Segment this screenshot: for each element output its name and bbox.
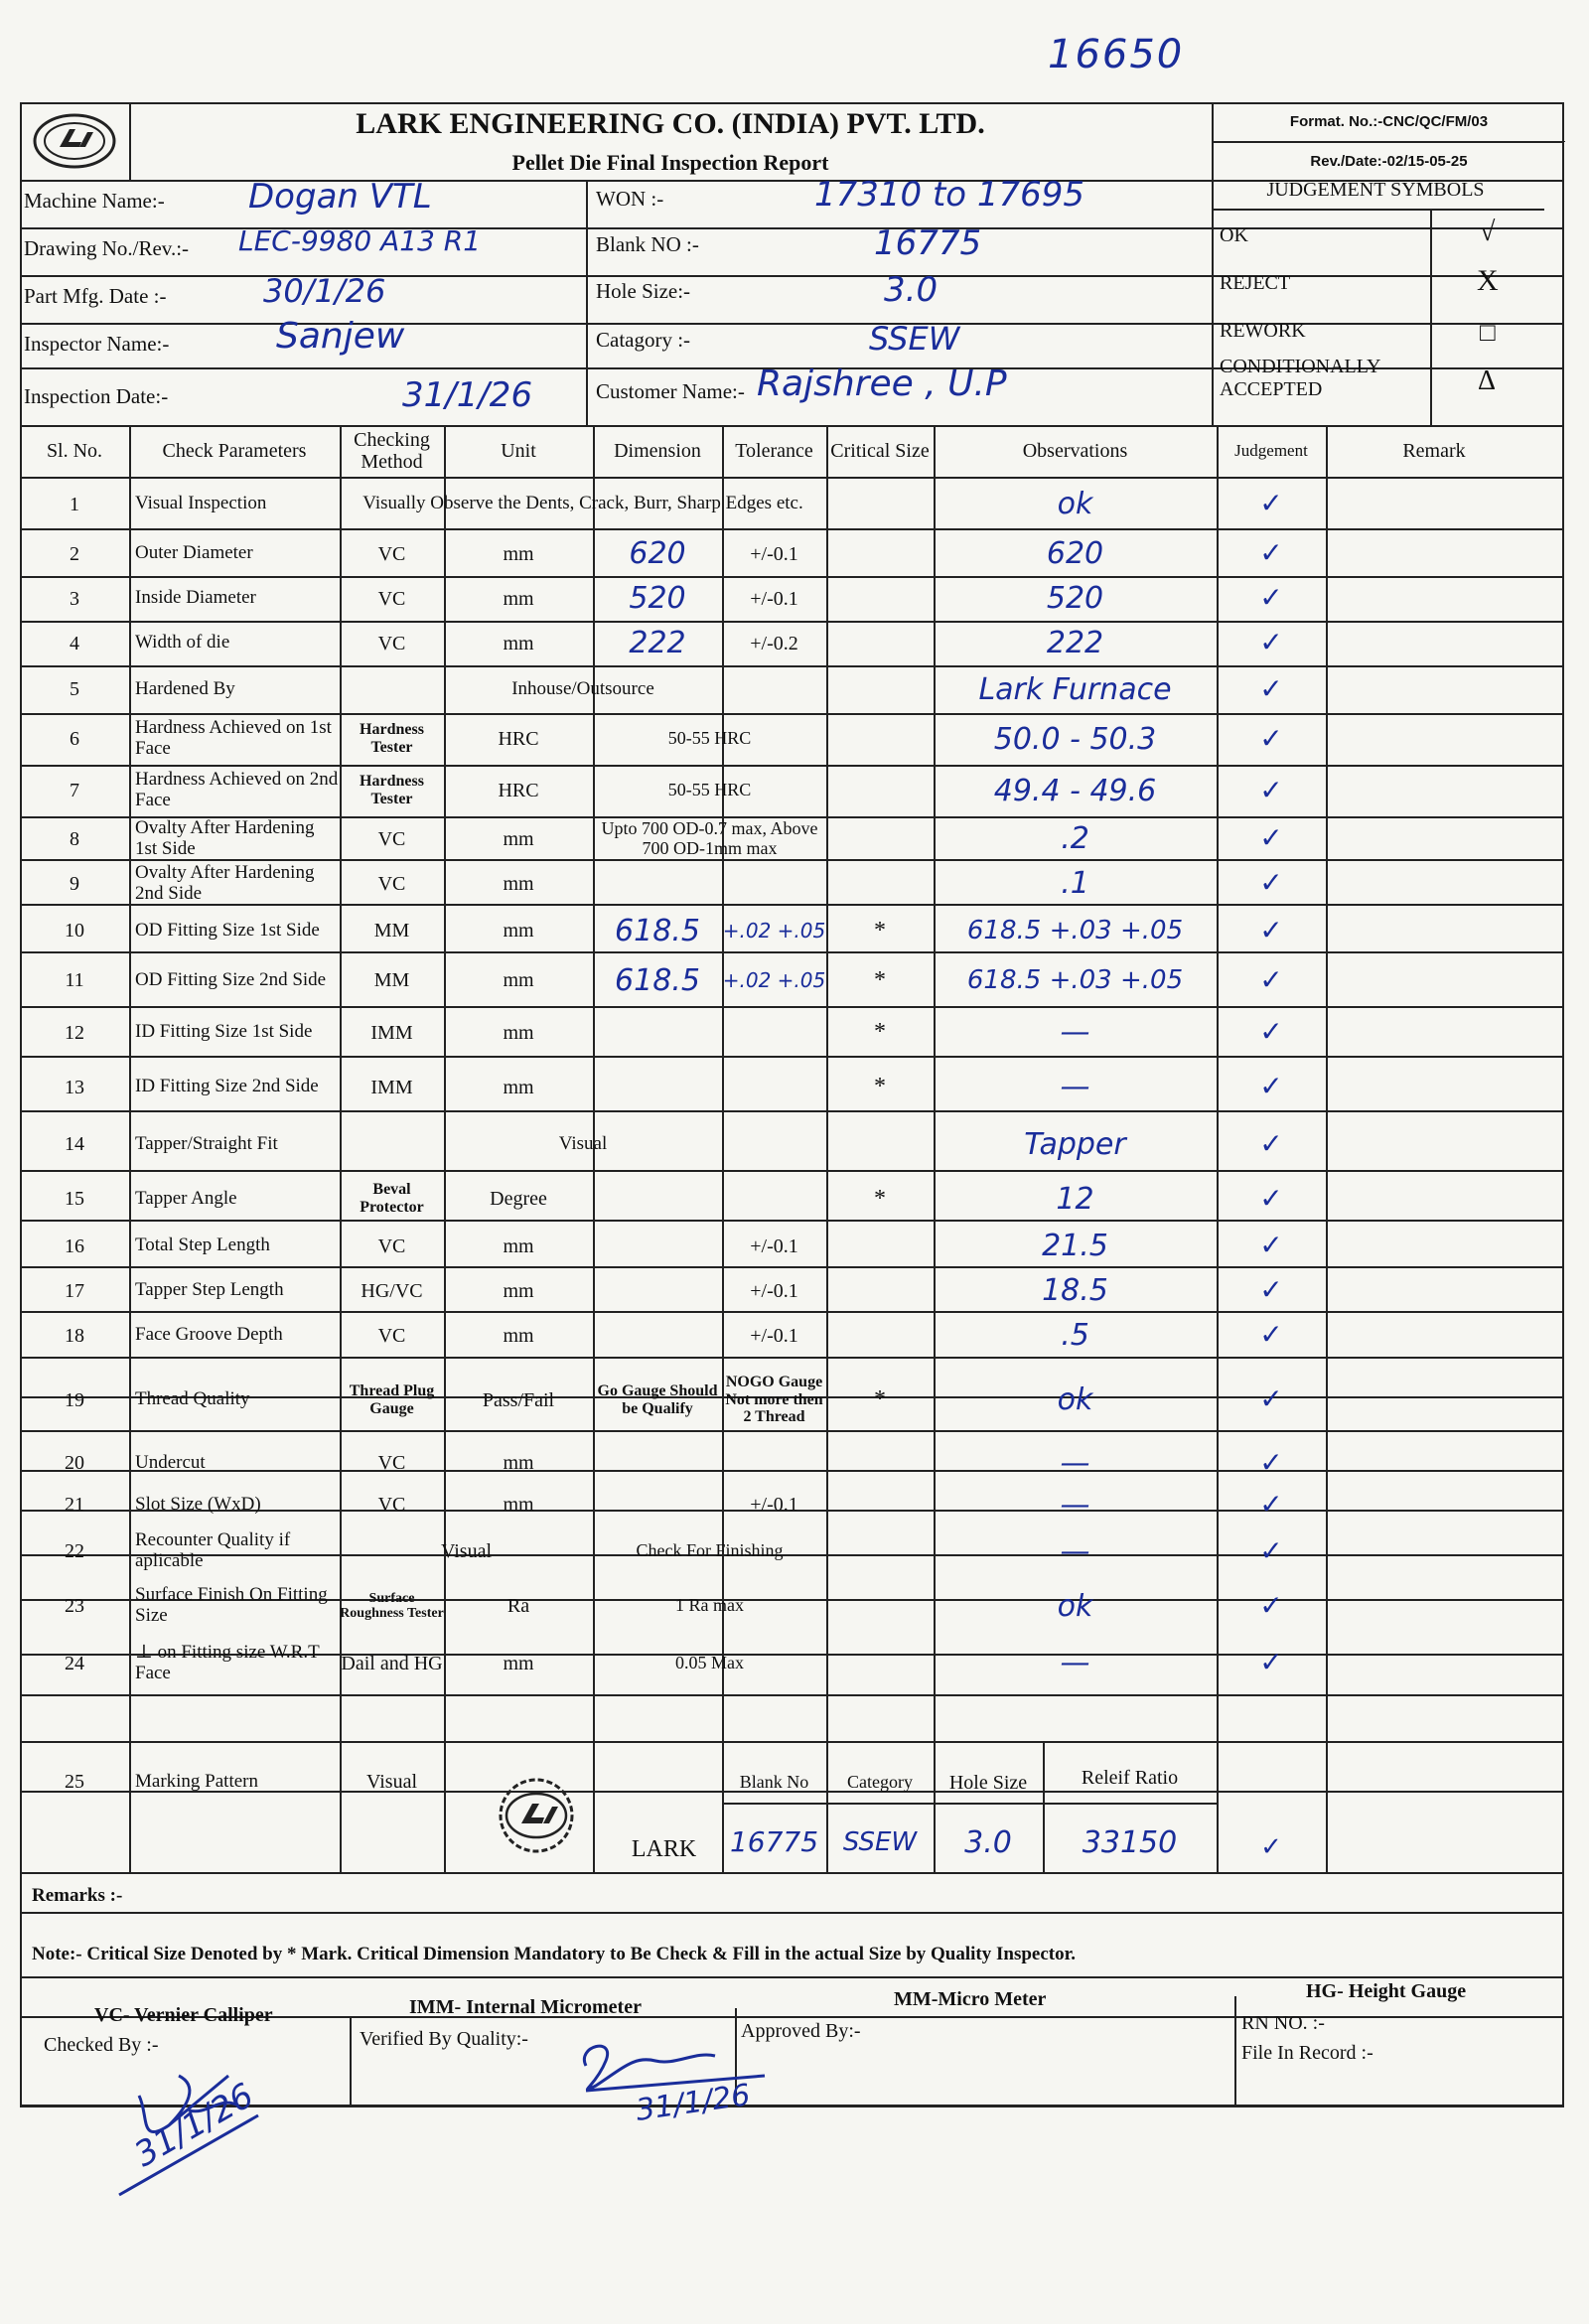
- machine-name-value: Dogan VTL: [248, 177, 432, 217]
- row-tolerance: +.02 +.05: [722, 919, 826, 943]
- row-parameter: OD Fitting Size 2nd Side: [135, 968, 327, 990]
- header-unit: Unit: [501, 440, 536, 462]
- row-spanned-method: Visually Observe the Dents, Crack, Burr, Sharp Edges etc.: [362, 493, 803, 514]
- row-parameter: Slot Size (WxD): [135, 1493, 261, 1515]
- row-parameter: Recounter Quality if aplicable: [135, 1529, 291, 1571]
- row-unit: HRC: [498, 780, 539, 801]
- legend-hg: HG- Height Gauge: [1306, 1980, 1467, 2002]
- row-critical-mark: *: [874, 1386, 886, 1413]
- customer-label: Customer Name:-: [596, 379, 745, 403]
- legend-vc: VC- Vernier Calliper: [94, 2004, 273, 2026]
- row-unit: mm: [503, 1076, 534, 1098]
- row-checking-method: VC: [377, 542, 406, 565]
- row-parameter: Tapper/Straight Fit: [135, 1132, 278, 1154]
- row-tolerance: NOGO Gauge Not more then 2 Thread: [725, 1374, 823, 1426]
- row-parameter: Hardened By: [135, 677, 235, 699]
- row-judgement-tick: ✓: [1259, 962, 1283, 996]
- row-sl-no: 20: [65, 1452, 84, 1474]
- row-checking-method: VC: [377, 587, 406, 610]
- row-checking-method: HG/VC: [361, 1279, 423, 1302]
- row-parameter: Marking Pattern: [135, 1770, 259, 1792]
- grid-line: [20, 1912, 1564, 1914]
- row-observation: 620: [1046, 536, 1104, 571]
- row-checking-method: MM: [373, 920, 410, 942]
- row-observation: 49.4 - 49.6: [993, 773, 1157, 808]
- header-check-parameters: Check Parameters: [162, 440, 307, 462]
- row-critical-mark: *: [874, 917, 886, 944]
- header-judgement: Judgement: [1234, 440, 1308, 460]
- row-sl-no: 4: [70, 632, 79, 654]
- row-judgement-tick: ✓: [1259, 626, 1283, 659]
- row-unit: mm: [503, 1452, 534, 1474]
- row-sl-no: 23: [65, 1595, 84, 1617]
- hole-size-label: Hole Size:-: [596, 279, 691, 303]
- row-parameter: ID Fitting Size 2nd Side: [135, 1076, 319, 1097]
- row-judgement-tick: ✓: [1259, 1015, 1283, 1049]
- marking-blank-header: Blank No: [739, 1772, 809, 1793]
- grid-line: [350, 2016, 352, 2106]
- verified-by-label: Verified By Quality:-: [360, 2028, 528, 2050]
- row-observation: —: [1060, 1445, 1090, 1481]
- row-sl-no: 6: [70, 728, 79, 750]
- row-judgement-tick: ✓: [1259, 487, 1283, 520]
- file-in-record-label: File In Record :-: [1241, 2042, 1373, 2064]
- row-sl-no: 13: [65, 1076, 84, 1098]
- row-dimension: 520: [629, 581, 686, 616]
- row-critical-mark: *: [874, 1019, 886, 1046]
- page-number-handwritten: 16650: [1048, 32, 1185, 77]
- row-parameter: OD Fitting Size 1st Side: [135, 919, 320, 941]
- row-method-unit: Visual: [440, 1540, 492, 1562]
- row-parameter: Width of die: [135, 632, 230, 654]
- row-dimension-tolerance: 50-55 HRC: [667, 728, 752, 749]
- won-label: WON :-: [596, 187, 664, 211]
- row-parameter: Undercut: [135, 1451, 206, 1473]
- row-observation: Tapper: [1024, 1126, 1126, 1162]
- row-checking-method: VC: [377, 872, 406, 895]
- symbol-rework-mark: □: [1480, 318, 1496, 347]
- row-unit: mm: [503, 587, 534, 610]
- row-observation: 618.5 +.03 +.05: [966, 915, 1184, 945]
- row-checking-method: IMM: [370, 1076, 413, 1098]
- row-sl-no: 17: [65, 1279, 84, 1302]
- row-parameter: ID Fitting Size 1st Side: [135, 1021, 313, 1043]
- row-parameter: Tapper Step Length: [135, 1279, 284, 1301]
- row-observation: ok: [1057, 1382, 1093, 1417]
- judgement-symbols-title: JUDGEMENT SYMBOLS: [1266, 179, 1485, 201]
- header-observations: Observations: [1022, 440, 1128, 462]
- row-dimension: 620: [629, 536, 686, 571]
- drawing-label: Drawing No./Rev.:-: [24, 236, 190, 260]
- row-dimension: Go Gauge Should be Qualify: [597, 1381, 718, 1417]
- row-dimension-tolerance: Upto 700 OD-0.7 max, Above 700 OD-1mm max: [601, 817, 818, 858]
- row-sl-no: 8: [70, 827, 79, 850]
- marking-lark-text: LARK: [631, 1835, 697, 1862]
- inspection-date-value: 31/1/26: [402, 375, 533, 415]
- grid-line: [722, 1803, 1217, 1805]
- symbol-reject-label: REJECT: [1220, 272, 1291, 294]
- row-unit: mm: [503, 1652, 534, 1674]
- row-tolerance: +/-0.1: [750, 1279, 798, 1302]
- row-sl-no: 10: [65, 920, 84, 942]
- row-judgement-tick: ✓: [1259, 1588, 1283, 1622]
- marking-category-header: Category: [847, 1772, 913, 1793]
- part-date-label: Part Mfg. Date :-: [24, 284, 167, 308]
- row-checking-method: Thread Plug Gauge: [349, 1381, 435, 1417]
- marking-hole-header: Hole Size: [948, 1772, 1028, 1794]
- rn-no-label: RN NO. :-: [1241, 2012, 1325, 2034]
- won-value: 17310 to 17695: [814, 175, 1085, 215]
- row-spanned-method: Inhouse/Outsource: [511, 677, 654, 699]
- grid-line: [1212, 209, 1544, 211]
- hole-size-value: 3.0: [884, 270, 939, 310]
- row-checking-method: Hardness Tester: [360, 773, 424, 807]
- symbol-conditional-label: CONDITIONALLY ACCEPTED: [1220, 356, 1380, 400]
- row-unit: mm: [503, 872, 534, 895]
- row-checking-method: VC: [377, 632, 406, 654]
- row-observation: —: [1060, 1070, 1090, 1104]
- row-judgement-tick: ✓: [1259, 1382, 1283, 1416]
- remarks-label: Remarks :-: [32, 1885, 123, 1906]
- row-dimension: 618.5: [615, 913, 700, 948]
- row-observation: 50.0 - 50.3: [993, 721, 1157, 757]
- row-unit: mm: [503, 1324, 534, 1347]
- inspector-label: Inspector Name:-: [24, 332, 170, 356]
- row-parameter: Ovalty After Hardening 2nd Side: [135, 861, 315, 904]
- row-tolerance: +/-0.1: [750, 542, 798, 565]
- row-parameter: Thread Quality: [135, 1388, 250, 1410]
- row-observation: —: [1060, 1533, 1090, 1569]
- row-sl-no: 25: [65, 1771, 84, 1793]
- row-unit: mm: [503, 1279, 534, 1302]
- grid-line: [826, 425, 828, 1872]
- row-judgement-tick: ✓: [1259, 821, 1283, 855]
- row-observation: 222: [1046, 626, 1104, 660]
- row-checking-method: Dail and HG: [341, 1652, 443, 1674]
- row-unit: mm: [503, 1494, 534, 1516]
- row-judgement-tick: ✓: [1259, 913, 1283, 946]
- row-sl-no: 21: [65, 1494, 84, 1516]
- marking-relief-value: 33150: [1082, 1824, 1178, 1860]
- grid-line: [20, 1872, 1564, 1874]
- row-dimension: 222: [629, 626, 686, 660]
- row-checking-method: IMM: [370, 1021, 413, 1044]
- row-judgement-tick: ✓: [1259, 1533, 1283, 1567]
- inspector-value: Sanjew: [276, 316, 405, 357]
- header-dimension: Dimension: [614, 440, 701, 462]
- format-number: Format. No.:-CNC/QC/FM/03: [1212, 102, 1565, 141]
- approved-by-label: Approved By:-: [741, 2020, 861, 2042]
- row-judgement-tick: ✓: [1259, 1445, 1283, 1479]
- row-sl-no: 3: [70, 587, 79, 610]
- category-value: SSEW: [869, 320, 960, 358]
- row-checking-method: VC: [377, 1494, 406, 1516]
- symbol-reject-mark: X: [1477, 264, 1499, 297]
- row-parameter: Inside Diameter: [135, 587, 256, 609]
- row-parameter: Hardness Achieved on 1st Face: [135, 717, 332, 759]
- row-observation: —: [1060, 1015, 1090, 1050]
- row-dimension-tolerance: Check For Finishing: [636, 1540, 784, 1561]
- part-date-value: 30/1/26: [263, 272, 386, 310]
- customer-value: Rajshree , U.P: [757, 363, 1007, 404]
- row-observation: .5: [1061, 1318, 1089, 1353]
- row-judgement-tick: ✓: [1259, 1646, 1283, 1679]
- header-critical-size: Critical Size: [830, 440, 930, 462]
- row-sl-no: 14: [65, 1133, 84, 1155]
- grid-line: [586, 180, 588, 425]
- row-judgement-tick: ✓: [1259, 1181, 1283, 1215]
- row-unit: HRC: [498, 728, 539, 750]
- row-judgement-tick: ✓: [1259, 671, 1283, 705]
- row-observation: —: [1060, 1487, 1090, 1523]
- symbol-ok-mark: √: [1480, 217, 1496, 247]
- grid-line: [129, 102, 131, 180]
- row-parameter: Tapper Angle: [135, 1187, 237, 1209]
- row-checking-method: Beval Protector: [360, 1181, 424, 1216]
- row-observation: —: [1060, 1646, 1090, 1680]
- grid-line: [1326, 425, 1328, 1872]
- row-unit: Degree: [490, 1188, 547, 1210]
- row-sl-no: 11: [65, 969, 84, 991]
- row-observation: ok: [1057, 487, 1093, 521]
- row-sl-no: 7: [70, 780, 79, 801]
- symbol-rework-label: REWORK: [1220, 320, 1306, 342]
- row-dimension-tolerance: 1 Ra max: [675, 1595, 744, 1616]
- row-unit: mm: [503, 1235, 534, 1257]
- company-title: LARK ENGINEERING CO. (INDIA) PVT. LTD.: [356, 107, 985, 140]
- blank-label: Blank NO :-: [596, 232, 699, 256]
- row-checking-method: VC: [377, 1235, 406, 1257]
- row-parameter: Surface Finish On Fitting Size: [135, 1584, 328, 1626]
- verified-by-date: 31/1/26: [634, 2078, 753, 2128]
- row-unit: mm: [503, 632, 534, 654]
- grid-line: [20, 1976, 1564, 1978]
- row-unit: mm: [503, 542, 534, 565]
- row-observation: ok: [1057, 1588, 1093, 1624]
- symbol-ok-label: OK: [1220, 224, 1248, 246]
- row-checking-method: Surface Roughness Tester: [340, 1590, 444, 1621]
- row-observation: 21.5: [1042, 1229, 1108, 1263]
- critical-note: Note:- Critical Size Denoted by * Mark. Critical Dimension Mandatory to Be Check & Fill in the actual Size by Quality Inspector.: [32, 1944, 1077, 1964]
- row-judgement-tick: ✓: [1259, 1126, 1283, 1160]
- row-parameter: ⊥ on Fitting size W.R.T Face: [135, 1641, 320, 1683]
- row-sl-no: 15: [65, 1188, 84, 1210]
- row-judgement-tick: ✓: [1259, 1273, 1283, 1307]
- row-sl-no: 22: [65, 1540, 84, 1562]
- inspection-date-label: Inspection Date:-: [24, 384, 169, 408]
- grid-line: [1212, 141, 1564, 143]
- row-observation: 520: [1046, 581, 1104, 616]
- row-sl-no: 12: [65, 1021, 84, 1044]
- row-judgement-tick: ✓: [1259, 773, 1283, 806]
- row-checking-method: VC: [377, 827, 406, 850]
- row-observation: .1: [1061, 866, 1089, 901]
- row-unit: mm: [503, 920, 534, 942]
- row-tolerance: +/-0.1: [750, 1235, 798, 1257]
- row-judgement-tick: ✓: [1259, 721, 1283, 755]
- row-observation: 12: [1056, 1181, 1094, 1217]
- row-dimension: 618.5: [615, 962, 700, 998]
- row-parameter: Ovalty After Hardening 1st Side: [135, 816, 315, 859]
- marking-relief-header: Releif Ratio: [1081, 1767, 1179, 1789]
- row-unit: mm: [503, 827, 534, 850]
- row-unit: Ra: [506, 1595, 530, 1617]
- row-checking-method: Visual: [365, 1771, 417, 1793]
- drawing-value: LEC-9980 A13 R1: [238, 224, 482, 257]
- row-observation: 618.5 +.03 +.05: [966, 964, 1184, 995]
- row-parameter: Visual Inspection: [135, 493, 267, 514]
- row-parameter: Total Step Length: [135, 1235, 270, 1256]
- header-remark: Remark: [1402, 440, 1466, 462]
- row-judgement-tick: ✓: [1259, 1229, 1283, 1262]
- row-observation: 18.5: [1042, 1273, 1108, 1308]
- grid-line: [20, 275, 1564, 277]
- revision-date: Rev./Date:-02/15-05-25: [1212, 141, 1565, 181]
- header-checking-method: Checking Method: [354, 429, 430, 473]
- row-unit: mm: [503, 1021, 534, 1044]
- row-judgement-tick: ✓: [1260, 1831, 1282, 1862]
- row-parameter: Face Groove Depth: [135, 1324, 283, 1346]
- grid-line: [1212, 180, 1214, 425]
- row-sl-no: 9: [70, 872, 79, 895]
- row-tolerance: +/-0.1: [750, 587, 798, 610]
- checked-by-label: Checked By :-: [44, 2034, 159, 2056]
- marking-blank-value: 16775: [729, 1824, 819, 1858]
- row-tolerance: +/-0.1: [750, 1324, 798, 1347]
- row-sl-no: 2: [70, 542, 79, 565]
- row-judgement-tick: ✓: [1259, 866, 1283, 900]
- row-judgement-tick: ✓: [1259, 1318, 1283, 1352]
- row-dimension-tolerance: 50-55 HRC: [667, 780, 752, 800]
- row-judgement-tick: ✓: [1259, 1070, 1283, 1103]
- symbol-conditional-mark: Δ: [1478, 365, 1497, 396]
- row-sl-no: 18: [65, 1324, 84, 1347]
- header-sl-no: Sl. No.: [46, 440, 103, 462]
- legend-imm: IMM- Internal Micrometer: [409, 1996, 642, 2018]
- category-label: Catagory :-: [596, 328, 691, 352]
- row-spanned-method: Visual: [558, 1132, 608, 1154]
- row-checking-method: VC: [377, 1324, 406, 1347]
- machine-name-label: Machine Name:-: [24, 189, 165, 213]
- row-tolerance: +/-0.1: [750, 1494, 798, 1516]
- row-critical-mark: *: [874, 1185, 886, 1212]
- marking-logo: [467, 1776, 606, 1855]
- row-checking-method: MM: [373, 969, 410, 991]
- marking-category-value: SSEW: [842, 1826, 918, 1857]
- row-sl-no: 19: [65, 1388, 84, 1411]
- row-tolerance: +/-0.2: [750, 632, 798, 654]
- row-critical-mark: *: [874, 966, 886, 993]
- row-observation: Lark Furnace: [978, 671, 1172, 707]
- row-judgement-tick: ✓: [1259, 1487, 1283, 1521]
- row-observation: .2: [1061, 821, 1089, 856]
- blank-value: 16775: [874, 223, 982, 263]
- row-dimension-tolerance: 0.05 Max: [675, 1652, 744, 1672]
- row-sl-no: 1: [70, 493, 79, 515]
- row-sl-no: 16: [65, 1235, 84, 1257]
- checked-by-date: 31/1/26: [127, 2075, 261, 2176]
- row-unit: Pass/Fail: [482, 1388, 555, 1411]
- header-tolerance: Tolerance: [735, 440, 813, 462]
- row-checking-method: Hardness Tester: [360, 721, 424, 756]
- legend-mm: MM-Micro Meter: [894, 1988, 1047, 2010]
- row-parameter: Hardness Achieved on 2nd Face: [135, 769, 339, 810]
- row-judgement-tick: ✓: [1259, 536, 1283, 570]
- grid-line: [20, 323, 1564, 325]
- row-unit: mm: [503, 969, 534, 991]
- row-sl-no: 5: [70, 678, 79, 700]
- row-tolerance: +.02 +.05: [722, 968, 826, 992]
- row-judgement-tick: ✓: [1259, 581, 1283, 615]
- row-parameter: Outer Diameter: [135, 542, 253, 564]
- marking-hole-value: 3.0: [964, 1824, 1012, 1860]
- row-critical-mark: *: [874, 1074, 886, 1100]
- grid-line: [1234, 1996, 1236, 2106]
- row-sl-no: 24: [65, 1652, 84, 1674]
- row-checking-method: VC: [377, 1452, 406, 1474]
- company-logo: [20, 102, 130, 180]
- report-title: Pellet Die Final Inspection Report: [511, 150, 829, 175]
